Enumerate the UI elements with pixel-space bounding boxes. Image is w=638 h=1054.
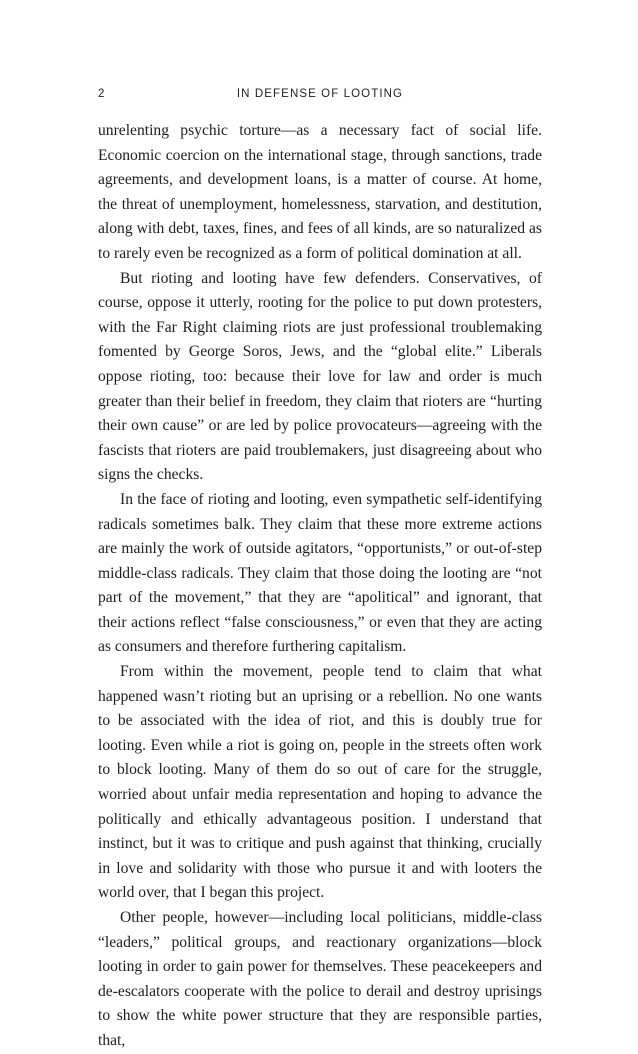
paragraph: In the face of rioting and looting, even sympathetic self-identifying radicals sometimes balk. They claim that these more extreme actions are mainly the work of outside agitators, “opportunists,” or out-of-step middle-class radicals. They claim that those doing the looting are “not part of the movement,” that they are “apolitical” and ignorant, that their actions reflect “false consciousness,” or even that they are acting as consumers and therefore furthering capitalism. [98,490,542,656]
body-text [98,119,542,1054]
running-head [98,88,542,104]
page-number: 2 [98,88,106,100]
paragraph: unrelenting psychic torture—as a necessary fact of social life. Economic coercion on the international stage, through sanctions, trade agreements, and development loans, is a matter of course. At home, the threat of unemployment, homelessness, starvation, and destitution, along with debt, taxes, fines, and fees of all kinds, are so naturalized as to rarely even be recognized as a form of political domination at all. [98,122,542,262]
running-head-title: IN DEFENSE OF LOOTING [236,88,404,100]
paragraph: Other people, however—including local politicians, middle-class “leaders,” political groups, and reactionary organizations—block looting in order to gain power for themselves. These peacekeepers and de-escalators cooperate with the police to derail and destroy uprisings to show the white power structure that they are responsible parties, that, [98,909,542,1049]
paragraph: From within the movement, people tend to claim that what happened wasn’t rioting but an uprising or a rebellion. No one wants to be associated with the idea of riot, and this is doubly true for looting. Even while a riot is going on, people in the streets often work to block looting. Many of them do so out of care for the struggle, worried about unfair media representation and hoping to advance the politically and ethically advantageous position. I understand that instinct, but it was to critique and push against that thinking, crucially in love and solidarity with those who pursue it and with looters the world over, that I began this project. [98,663,542,902]
paragraph: But rioting and looting have few defenders. Conservatives, of course, oppose it utterly, rooting for the police to put down protesters, with the Far Right claiming riots are just professional troublemaking fomented by George Soros, Jews, and the “global elite.” Liberals oppose rioting, too: because their love for law and order is much greater than their belief in freedom, they claim that rioters are “hurting their own cause” or are led by police provocateurs—agreeing with the fascists that rioters are paid troublemakers, just disagreeing about who signs the checks. [98,269,542,484]
